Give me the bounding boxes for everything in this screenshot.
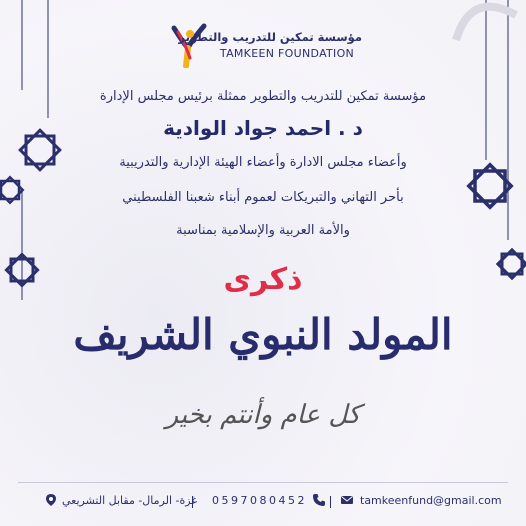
logo-english-name: TAMKEEN FOUNDATION [219,47,355,60]
footer-address: غزة- الرمال- مقابل التشريعي [62,494,198,507]
occasion-title: المولد النبوي الشريف [73,310,453,359]
footer-phone[interactable]: 0597080452 [212,494,307,507]
greeting-calligraphy: كل عام وأنتم بخير [165,400,361,430]
footer-divider [18,482,508,483]
location-icon [44,493,58,507]
occasion-intro-line: والأمة العربية والإسلامية بمناسبة [176,223,350,238]
right-lantern-decoration [446,0,526,300]
tamkeen-logo [168,18,368,68]
footer-contact-bar [0,490,526,514]
board-members-line: وأعضاء مجلس الادارة وأعضاء الهيئة الإدارية والتدريبية [119,155,407,170]
footer-separator [330,496,331,508]
congratulations-line: بأحر التهاني والتبريكات لعموم أبناء شعبنا الفلسطيني [122,190,404,205]
phone-icon [312,493,326,507]
chairman-name: د . احمد جواد الوادية [163,116,363,140]
logo-arabic-name: مؤسسة تمكين للتدريب والتطوير [178,30,362,44]
left-lantern-decoration [0,0,80,300]
intro-line: مؤسسة تمكين للتدريب والتطوير ممثلة برئيس مجلس الإدارة [99,89,427,104]
occasion-label: ذكرى [223,262,303,297]
footer-email[interactable]: tamkeenfund@gmail.com [360,494,502,507]
email-icon [340,493,354,507]
